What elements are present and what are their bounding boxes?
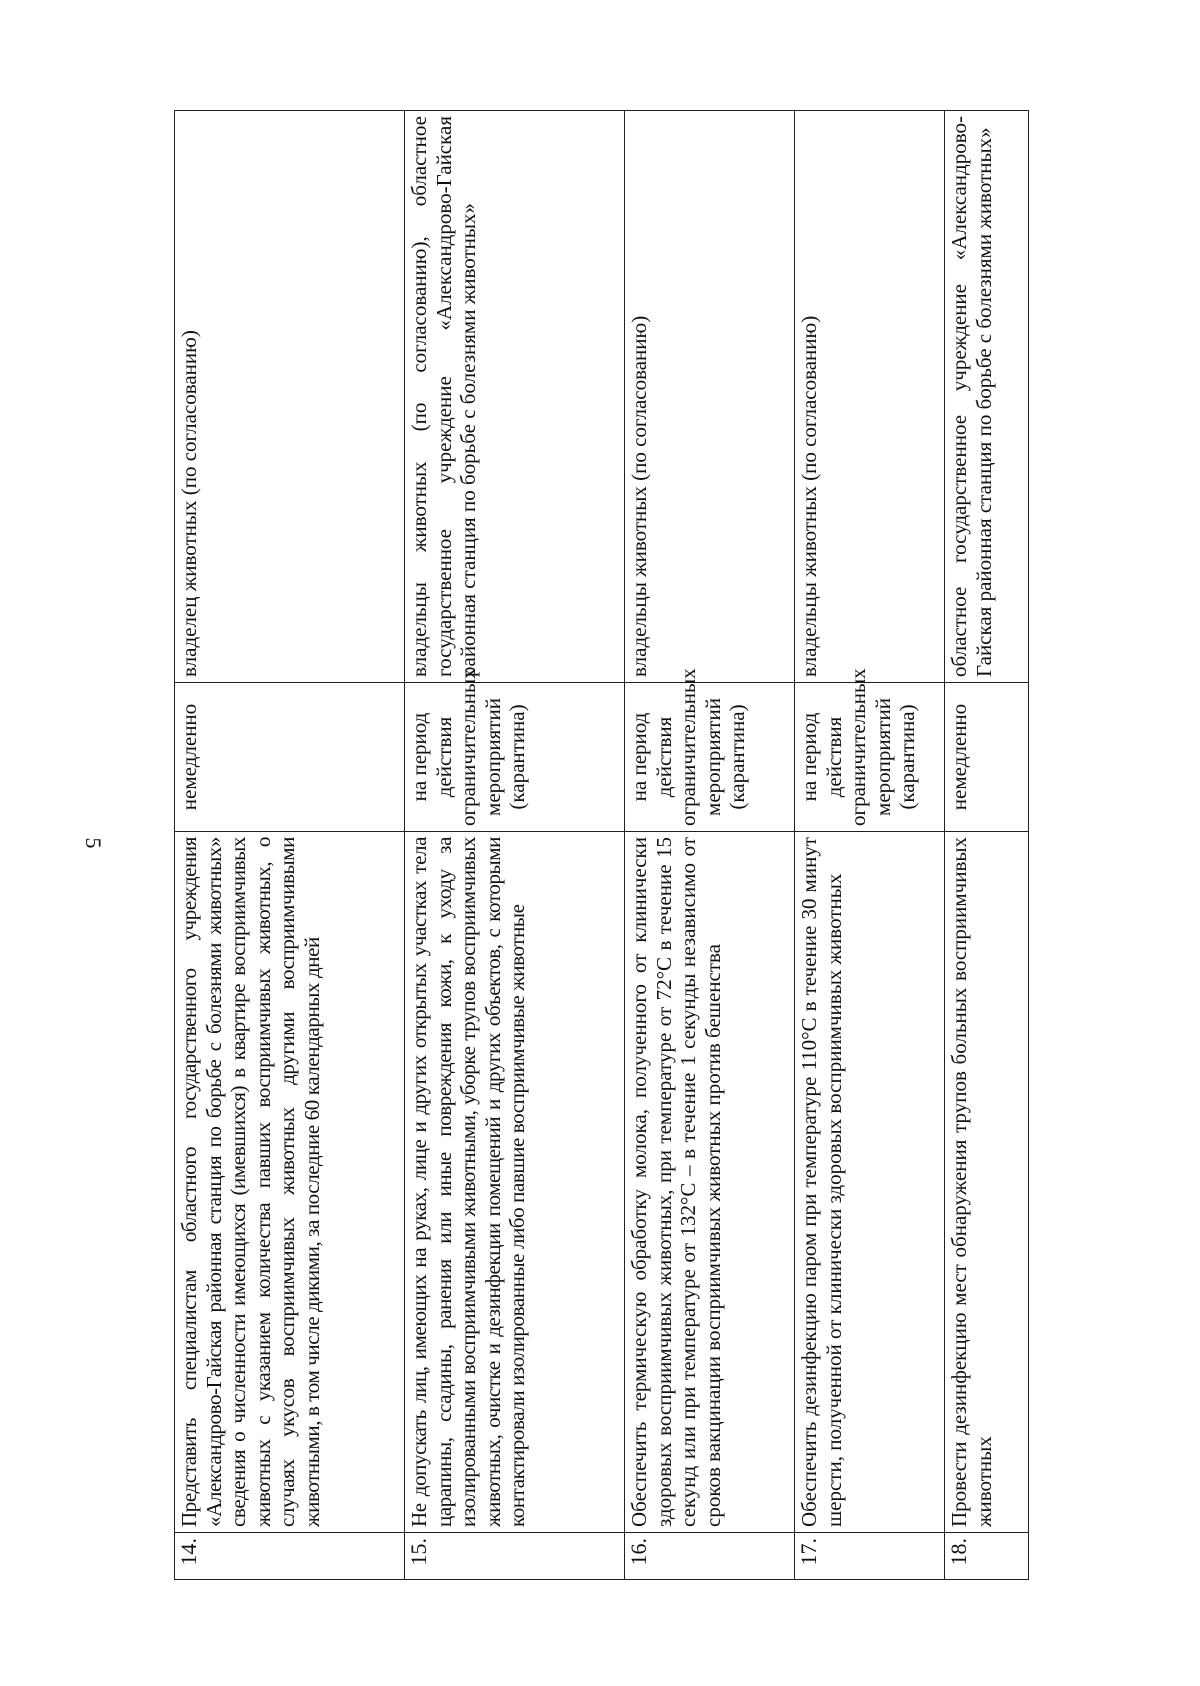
row-term: на период действия ограничительных мероприятий (карантина) [405, 683, 625, 832]
table-row [795, 111, 945, 1580]
row-number: 18. [945, 1533, 1029, 1580]
row-term: на период действия ограничительных мероприятий (карантина) [625, 683, 795, 832]
measures-table-container [174, 110, 1094, 1580]
table-row [405, 111, 625, 1580]
row-term: на период действия ограничительных мероприятий (карантина) [795, 683, 945, 832]
measures-table [174, 110, 1029, 1580]
row-action: Провести дезинфекцию мест обнаружения трупов больных восприимчивых животных [945, 832, 1029, 1533]
row-term: немедленно [945, 683, 1029, 832]
row-responsible: владельцы животных (по согласованию), областное государственное учреждение «Александрово-Гайская районная станция по борьбе с болезнями животных» [405, 111, 625, 683]
table-row [945, 111, 1029, 1580]
row-responsible: владельцы животных (по согласованию) [795, 111, 945, 683]
row-action: Обеспечить термическую обработку молока, полученного от клинически здоровых восприимчивых животных, при температуре от 72°С в течение 15 секунд или при температуре от 132°С – в течение 1 секунды независимо от сроков вакцинации восприимчивых животных против бешенства [625, 832, 795, 1533]
row-responsible: областное государственное учреждение «Александрово-Гайская районная станция по борьбе с болезнями животных» [945, 111, 1029, 683]
row-action: Обеспечить дезинфекцию паром при температуре 110°С в течение 30 минут шерсти, полученной от клинически здоровых восприимчивых животных [795, 832, 945, 1533]
page-number: 5 [81, 837, 106, 849]
row-number: 15. [405, 1533, 625, 1580]
row-number: 16. [625, 1533, 795, 1580]
row-term: немедленно [175, 683, 405, 832]
table-row [625, 111, 795, 1580]
row-number: 17. [795, 1533, 945, 1580]
row-action: Не допускать лиц, имеющих на руках, лице и других открытых участках тела царапины, ссадины, ранения или иные повреждения кожи, к уходу за изолированными восприимчивыми животными, уборке трупов восприимчивых животных, очистке и дезинфекции помещений и других объектов, с которыми контактировали изолированные либо павшие восприимчивые животные [405, 832, 625, 1533]
row-responsible: владельцы животных (по согласованию) [625, 111, 795, 683]
row-action: Представить специалистам областного государственного учреждения «Александрово-Гайская районная станция по борьбе с болезнями животных» сведения о численности имеющихся (имевшихся) в квартире восприимчивых животных с указанием количества павших восприимчивых животных, о случаях укусов восприимчивых животных другими восприимчивыми животными, в том числе дикими, за последние 60 календарных дней [175, 832, 405, 1533]
row-number: 14. [175, 1533, 405, 1580]
row-responsible: владелец животных (по согласованию) [175, 111, 405, 683]
table-row [175, 111, 405, 1580]
